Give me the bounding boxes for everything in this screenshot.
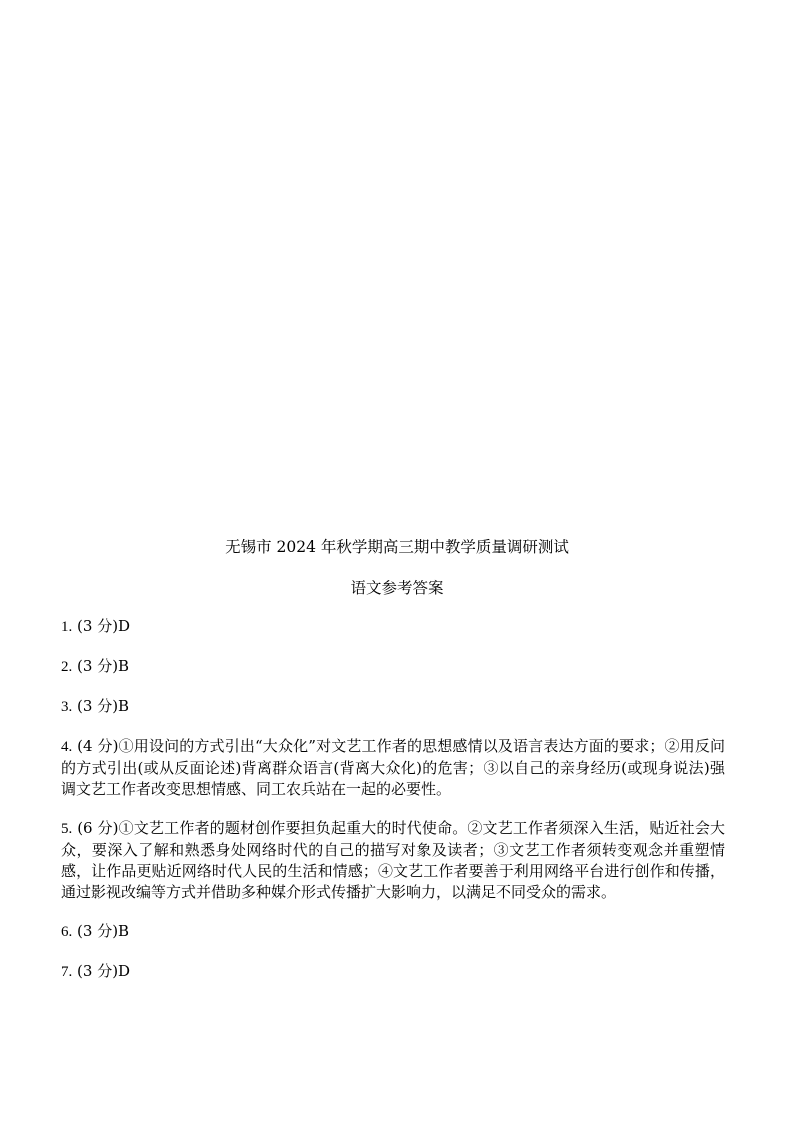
answer-list: [61, 616, 725, 1001]
answer-text: (3 分)B: [77, 697, 130, 715]
answer-text: (3 分)D: [77, 617, 131, 635]
document-title: 无锡市 2024 年秋学期高三期中教学质量调研测试: [225, 538, 569, 556]
answer-item: [61, 961, 725, 983]
answer-item: [61, 656, 725, 678]
document-subtitle: 语文参考答案: [350, 579, 444, 597]
answer-number: 3.: [61, 699, 73, 715]
answer-number: 2.: [61, 659, 73, 675]
answer-number: 6.: [61, 924, 73, 940]
answer-number: 4.: [61, 739, 73, 755]
answer-number: 7.: [61, 964, 73, 980]
answer-text: (4 分)①用设问的方式引出“大众化”对文艺工作者的思想感情以及语言表达方面的要求；②用反问的方式引出(或从反面论述)背离群众语言(背离大众化)的危害；③以自己的亲身经历(或现身说法)强调文艺工作者改变思想情感、同工农兵站在一起的必要性。: [61, 737, 725, 798]
answer-number: 1.: [61, 619, 73, 635]
answer-text: (3 分)B: [77, 922, 130, 940]
answer-item: [61, 818, 725, 903]
answer-text: (3 分)B: [77, 657, 130, 675]
answer-item: [61, 736, 725, 800]
answer-item: [61, 696, 725, 718]
answer-text: (6 分)①文艺工作者的题材创作要担负起重大的时代使命。②文艺工作者须深入生活，贴近社会大众，要深入了解和熟悉身处网络时代的自己的描写对象及读者；③文艺工作者须转变观念并重塑情感，让作品更贴近网络时代人民的生活和情感；④文艺工作者要善于利用网络平台进行创作和传播，通过影视改编等方式并借助多种媒介形式传播扩大影响力，以满足不同受众的需求。: [61, 819, 725, 901]
answer-item: [61, 616, 725, 638]
answer-item: [61, 921, 725, 943]
answer-text: (3 分)D: [77, 962, 131, 980]
answer-number: 5.: [61, 821, 73, 837]
